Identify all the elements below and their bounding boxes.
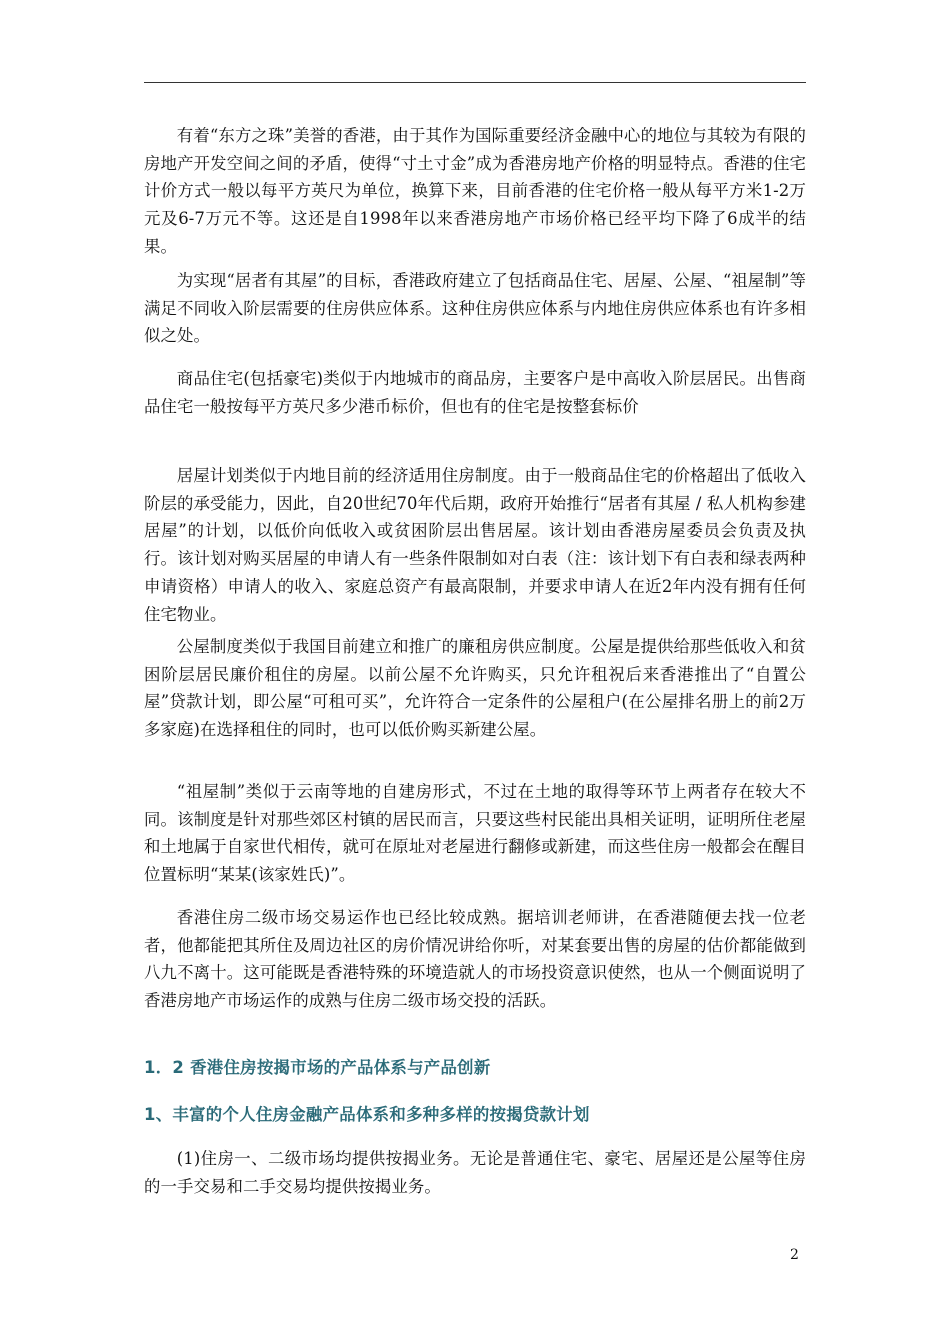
paragraph-text: 商品住宅(包括豪宅)类似于内地城市的商品房，主要客户是中高收入阶层居民。出售商品住宅一般按每平方英尺多少港币标价，但也有的住宅是按整套标价 [144, 369, 806, 416]
paragraph-commercial-housing [144, 365, 806, 420]
paragraph-home-ownership-scheme [144, 462, 806, 628]
page-number: 2 [790, 1247, 799, 1263]
paragraph-housing-system [144, 267, 806, 350]
subsection-heading: 1、丰富的个人住房金融产品体系和多种多样的按揭贷款计划 [144, 1105, 590, 1124]
header-rule [144, 82, 806, 83]
paragraph-text: 香港住房二级市场交易运作也已经比较成熟。据培训老师讲，在香港随便去找一位老者，他都能把其所住及周边社区的房价情况讲给你听，对某套要出售的房屋的估价都能做到八九不离十。这可能既是香港特殊的环境造就人的市场投资意识使然，也从一个侧面说明了香港房地产市场运作的成熟与住房二级市场交投的活跃。 [144, 908, 806, 1011]
paragraph-ancestral-house [144, 778, 806, 889]
paragraph-text: (1)住房一、二级市场均提供按揭业务。无论是普通住宅、豪宅、居屋还是公屋等住房的一手交易和二手交易均提供按揭业务。 [144, 1149, 806, 1196]
paragraph-text: 有着“东方之珠”美誉的香港，由于其作为国际重要经济金融中心的地位与其较为有限的房地产开发空间之间的矛盾，使得“寸土寸金”成为香港房地产价格的明显特点。香港的住宅计价方式一般以每平方英尺为单位，换算下来，目前香港的住宅价格一般从每平方米1-2万元及6-7万元不等。这还是自1998年以来香港房地产市场价格已经平均下降了6成半的结果。 [144, 126, 806, 256]
paragraph-secondary-market [144, 904, 806, 1015]
paragraph-text: 居屋计划类似于内地目前的经济适用住房制度。由于一般商品住宅的价格超出了低收入阶层的承受能力，因此，自20世纪70年代后期，政府开始推行“居者有其屋 / 私人机构参建居屋”的计划，以低价向低收入或贫困阶层出售居屋。该计划由香港房屋委员会负责及执行。该计划对购买居屋的申请人有一些条件限制如对白表（注：该计划下有白表和绿表两种申请资格）申请人的收入、家庭总资产有最高限制，并要求申请人在近2年内没有拥有任何住宅物业。 [144, 466, 806, 624]
paragraph-hk-prices [144, 122, 806, 261]
section-heading: 1．2 香港住房按揭市场的产品体系与产品创新 [144, 1058, 491, 1077]
paragraph-mortgage-business [144, 1145, 806, 1200]
paragraph-text: “祖屋制”类似于云南等地的自建房形式，不过在土地的取得等环节上两者存在较大不同。该制度是针对那些郊区村镇的居民而言，只要这些村民能出具相关证明，证明所住老屋和土地属于自家世代相传，就可在原址对老屋进行翻修或新建，而这些住房一般都会在醒目位置标明“某某(该家姓氏)”。 [144, 782, 806, 885]
paragraph-text: 公屋制度类似于我国目前建立和推广的廉租房供应制度。公屋是提供给那些低收入和贫困阶层居民廉价租住的房屋。以前公屋不允许购买，只允许租祝后来香港推出了“自置公屋”贷款计划，即公屋“可租可买”，允许符合一定条件的公屋租户(在公屋排名册上的前2万多家庭)在选择租住的同时，也可以低价购买新建公屋。 [144, 637, 806, 740]
paragraph-public-housing [144, 633, 806, 744]
paragraph-text: 为实现“居者有其屋”的目标，香港政府建立了包括商品住宅、居屋、公屋、“祖屋制”等满足不同收入阶层需要的住房供应体系。这种住房供应体系与内地住房供应体系也有许多相似之处。 [144, 271, 806, 346]
